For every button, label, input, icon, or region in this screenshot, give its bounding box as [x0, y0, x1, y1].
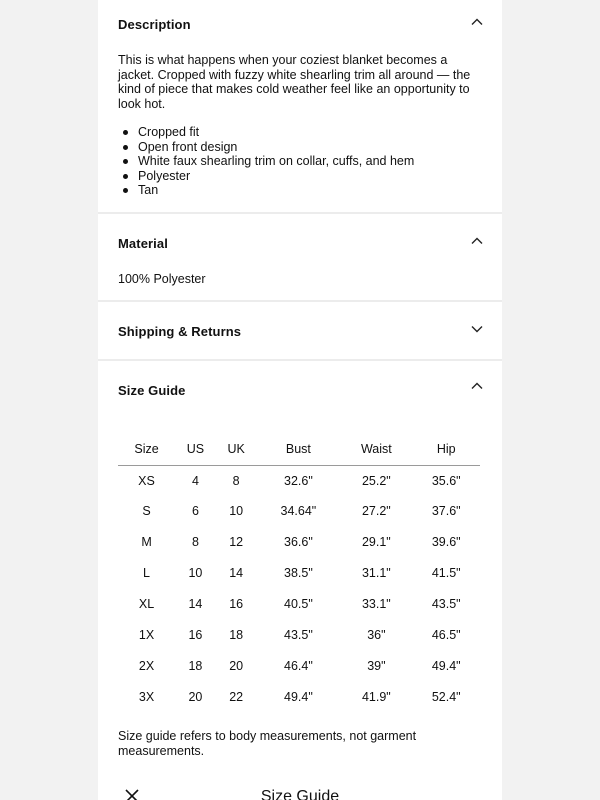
table-cell: 41.9"	[361, 689, 391, 704]
table-cell: 1X	[138, 627, 155, 642]
table-cell: 39"	[367, 658, 386, 673]
table-cell: 49.4"	[431, 658, 461, 673]
table-row	[118, 619, 480, 650]
table-cell: 32.6"	[284, 473, 313, 488]
table-cell: 34.64"	[280, 504, 317, 519]
modal-title: Size Guide	[260, 788, 340, 800]
table-cell: 29.1"	[361, 535, 391, 550]
table-cell: 10	[188, 566, 203, 581]
size-guide-section	[98, 361, 502, 421]
material-section	[98, 214, 502, 300]
table-header-row	[118, 434, 480, 465]
description-heading[interactable]: Description	[118, 17, 191, 32]
table-cell: 40.5"	[284, 597, 313, 611]
table-row	[118, 650, 480, 681]
table-cell: 39.6"	[431, 535, 461, 550]
table-cell: 25.2"	[361, 473, 391, 488]
description-bullets	[138, 125, 414, 198]
column-header: UK	[216, 434, 257, 465]
material-text: 100% Polyester	[118, 272, 206, 286]
table-cell: 38.5"	[284, 566, 313, 581]
chevron-up-icon[interactable]	[470, 381, 484, 391]
column-header: Hip	[412, 434, 480, 465]
table-cell: 22	[229, 689, 244, 704]
size-table	[118, 434, 480, 712]
description-text: This is what happens when your coziest blanket becomes a jacket. Cropped with fuzzy white shearling trim all around — the kind of piece that makes cold weather feel like an opportunity to look hot.	[118, 53, 471, 111]
table-cell: 6	[191, 504, 199, 519]
table-cell: 52.4"	[431, 689, 461, 704]
table-cell: 43.5"	[284, 627, 313, 642]
table-cell: 41.5"	[431, 566, 461, 581]
size-guide-modal-header	[98, 778, 502, 800]
table-cell: 49.4"	[284, 689, 313, 704]
table-row	[118, 465, 480, 496]
table-row	[118, 681, 480, 712]
shipping-section[interactable]	[98, 302, 502, 359]
table-cell: L	[143, 566, 150, 581]
product-details-panel	[98, 0, 502, 800]
chevron-up-icon[interactable]	[470, 17, 484, 27]
table-cell: 46.5"	[431, 627, 461, 642]
table-cell: 14	[188, 597, 203, 611]
column-header: US	[175, 434, 216, 465]
table-cell: 43.5"	[431, 597, 461, 611]
table-cell: XL	[138, 597, 155, 611]
table-cell: 8	[191, 535, 199, 550]
table-cell: M	[141, 535, 152, 550]
table-cell: 3X	[138, 689, 155, 704]
list-item: White faux shearling trim on collar, cuffs, and hem	[138, 154, 415, 169]
table-cell: 12	[229, 535, 244, 550]
list-item: Tan	[138, 183, 414, 198]
material-heading[interactable]: Material	[118, 236, 168, 251]
table-cell: 2X	[138, 658, 155, 673]
chevron-up-icon[interactable]	[470, 236, 484, 246]
size-guide-note: Size guide refers to body measurements, not garment measurements.	[118, 729, 417, 758]
size-guide-heading[interactable]: Size Guide	[118, 383, 186, 398]
table-cell: 4	[191, 473, 199, 488]
table-cell: 37.6"	[431, 504, 461, 519]
table-cell: 18	[229, 627, 244, 642]
table-cell: 16	[188, 627, 203, 642]
table-cell: 46.4"	[284, 658, 313, 673]
table-row	[118, 496, 480, 527]
list-item: Cropped fit	[138, 125, 414, 140]
list-item: Polyester	[138, 169, 414, 184]
table-row	[118, 589, 480, 620]
table-cell: 8	[232, 473, 240, 488]
column-header: Bust	[257, 434, 341, 465]
table-cell: 27.2"	[361, 504, 391, 519]
table-row	[118, 558, 480, 589]
chevron-down-icon[interactable]	[470, 324, 484, 334]
table-cell: 10	[229, 504, 244, 519]
column-header: Waist	[340, 434, 412, 465]
list-item: Open front design	[138, 140, 414, 155]
shipping-heading[interactable]: Shipping & Returns	[118, 324, 242, 339]
table-cell: 16	[229, 597, 244, 611]
table-cell: XS	[138, 473, 155, 488]
column-header: Size	[118, 434, 175, 465]
table-row	[118, 527, 480, 558]
table-cell: 36"	[367, 627, 386, 642]
table-cell: 20	[188, 689, 203, 704]
description-section	[98, 0, 502, 212]
table-cell: 33.1"	[361, 597, 391, 611]
table-cell: 36.6"	[284, 535, 313, 550]
table-cell: 35.6"	[431, 473, 461, 488]
table-cell: S	[142, 504, 151, 519]
table-cell: 20	[229, 658, 244, 673]
table-cell: 14	[229, 566, 244, 581]
table-cell: 18	[188, 658, 203, 673]
table-cell: 31.1"	[361, 566, 391, 581]
